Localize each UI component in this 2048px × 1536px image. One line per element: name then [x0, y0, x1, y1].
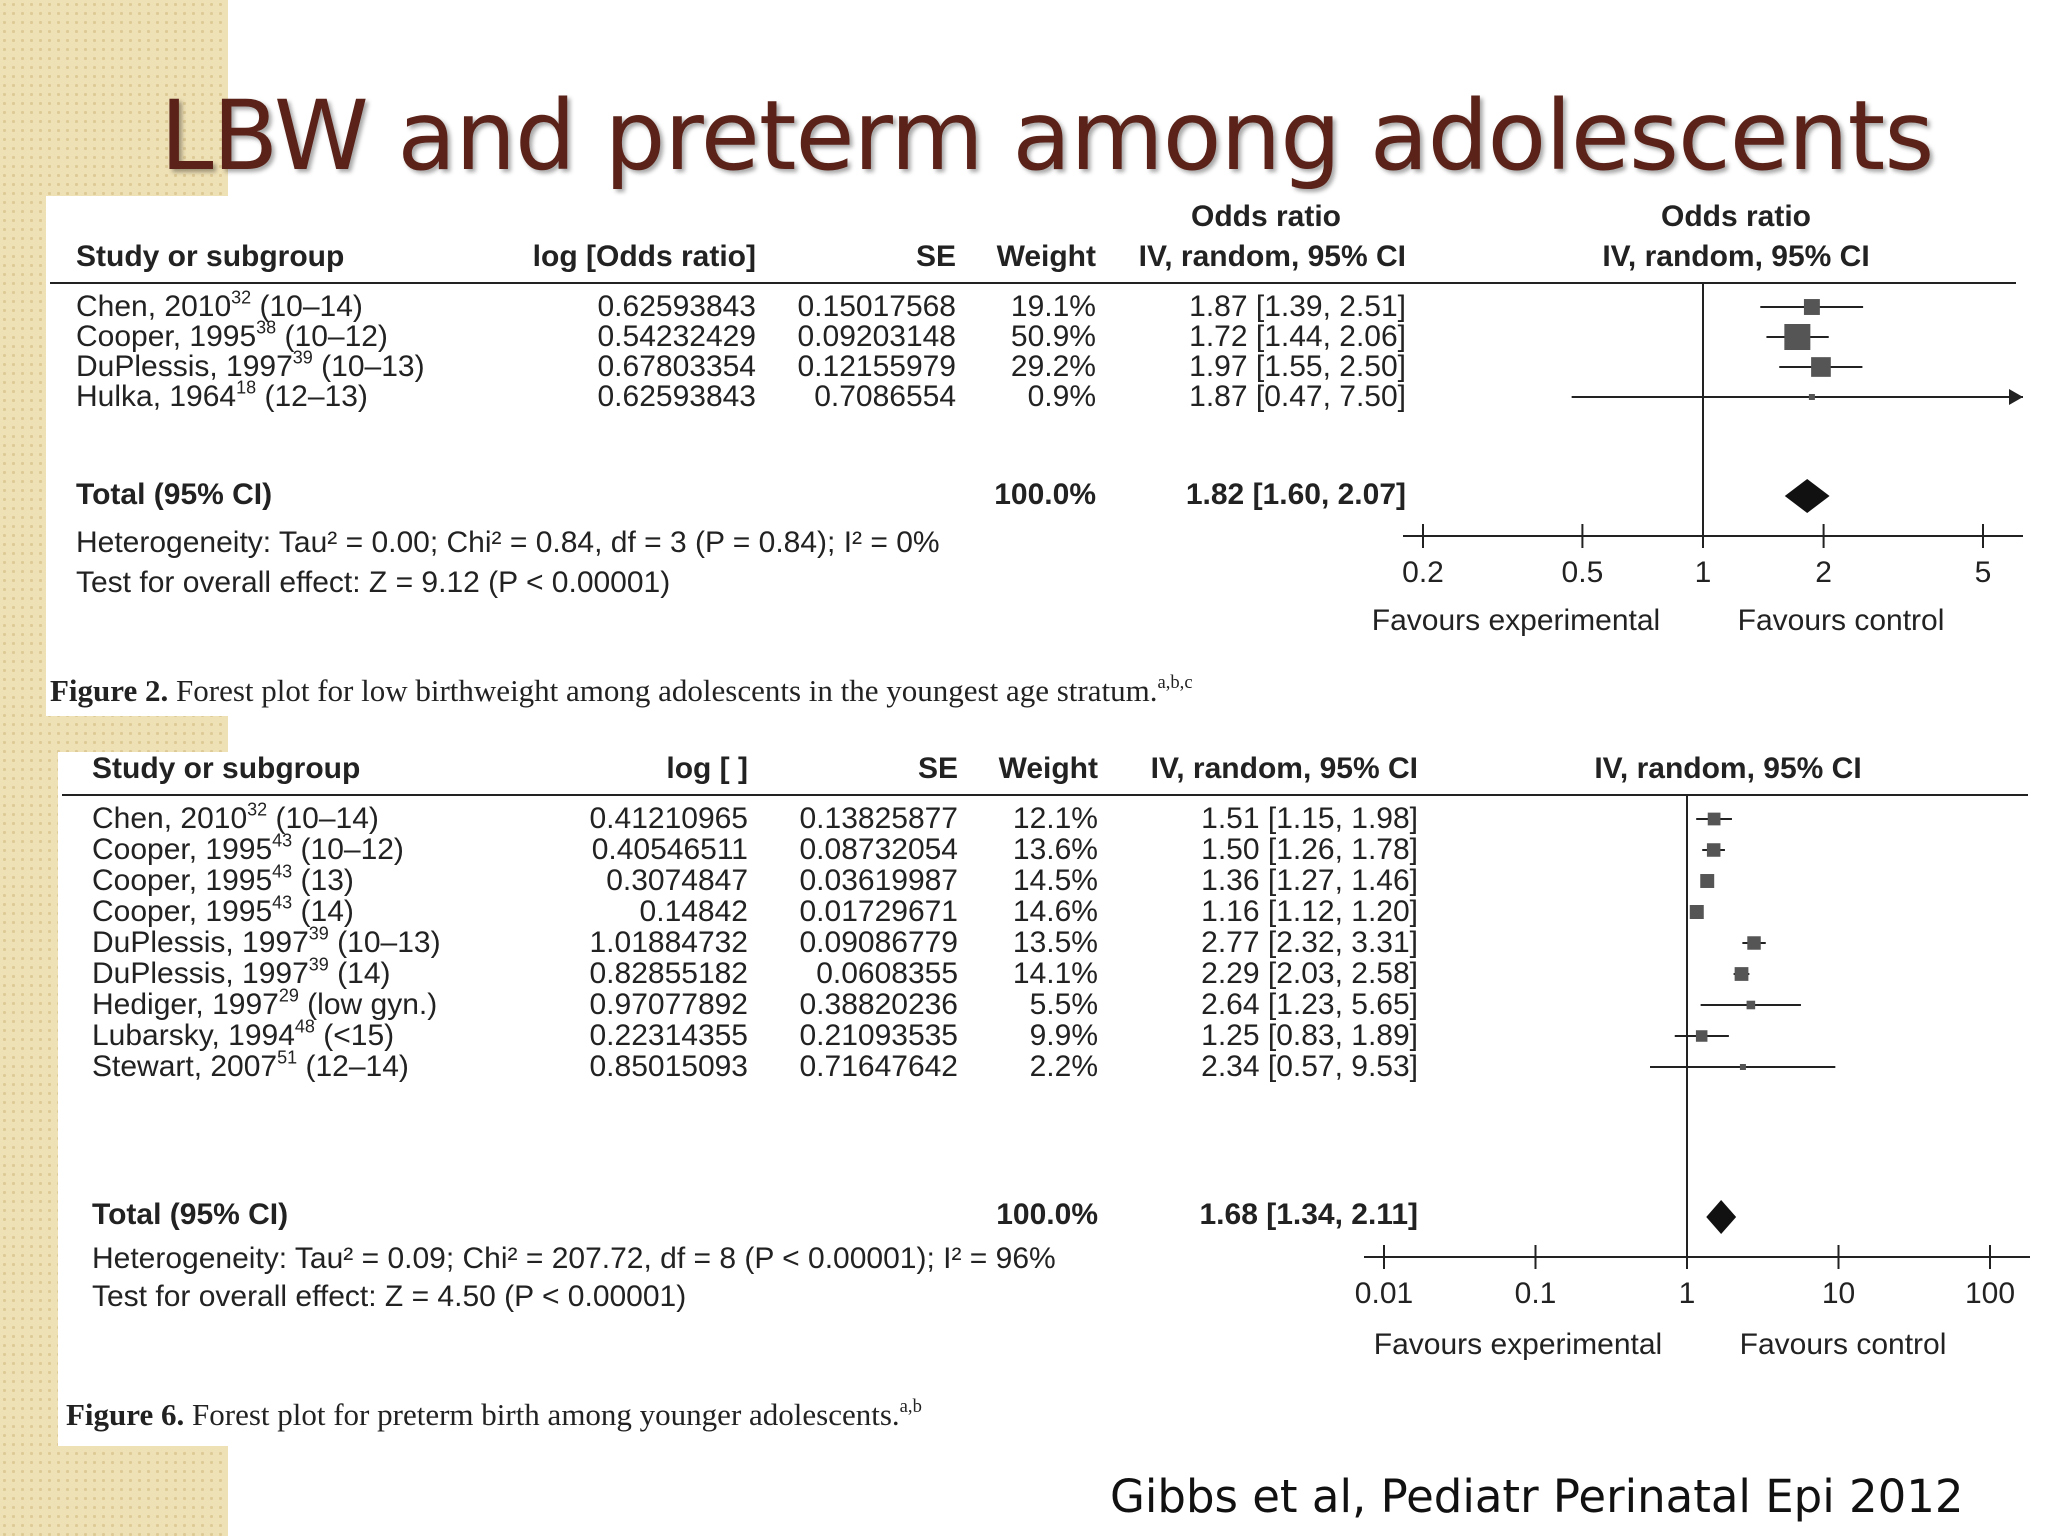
caption-text: Forest plot for preterm birth among younger adolescents.: [192, 1397, 900, 1432]
study-ref: 43: [272, 830, 293, 851]
ci-value: 1.16 [1.12, 1.20]: [1201, 895, 1418, 928]
point-estimate-square: [1735, 967, 1749, 981]
point-estimate-square: [1809, 394, 1815, 400]
caption-sup: a,b,c: [1157, 671, 1193, 693]
study-age: (14): [328, 957, 391, 990]
ci-arrow-right: [2009, 389, 2023, 405]
favours-left: Favours experimental: [1371, 604, 1661, 637]
study-name: DuPlessis, 1997: [92, 926, 309, 959]
log-value: 0.82855182: [589, 957, 748, 990]
favours-left: Favours experimental: [1373, 1328, 1663, 1361]
total-label: Total (95% CI): [92, 1198, 289, 1231]
weight-value: 19.1%: [1010, 290, 1096, 323]
header-weight: Weight: [998, 752, 1098, 785]
ci-value: 1.72 [1.44, 2.06]: [1189, 320, 1406, 353]
heterogeneity-text: Heterogeneity: Tau² = 0.09; Chi² = 207.72, df = 8 (P < 0.00001); I² = 96%: [92, 1242, 1056, 1275]
study-name: Chen, 2010: [76, 290, 232, 323]
study-name: Hulka, 1964: [76, 380, 237, 413]
x-tick-label: 10: [1821, 1277, 1856, 1310]
study-ref: 39: [308, 954, 329, 975]
total-weight: 100.0%: [994, 478, 1096, 511]
log-value: 1.01884732: [589, 926, 748, 959]
point-estimate-square: [1784, 324, 1810, 350]
se-value: 0.09086779: [799, 926, 958, 959]
point-estimate-square: [1707, 843, 1721, 857]
ci-value: 2.77 [2.32, 3.31]: [1201, 926, 1418, 959]
study-age: (10–13): [312, 350, 425, 383]
forest-plot-panel-2: [58, 752, 2030, 1446]
total-label: Total (95% CI): [76, 478, 273, 511]
forest-plot-panel-1: [46, 196, 2030, 716]
x-tick-label: 2: [1815, 556, 1832, 589]
log-value: 0.62593843: [597, 380, 756, 413]
ci-value: 1.87 [0.47, 7.50]: [1189, 380, 1406, 413]
log-value: 0.41210965: [589, 802, 748, 835]
header-study: Study or subgroup: [92, 752, 361, 785]
study-name: Cooper, 1995: [76, 320, 257, 353]
se-value: 0.13825877: [799, 802, 958, 835]
citation: Gibbs et al, Pediatr Perinatal Epi 2012: [1110, 1470, 1964, 1523]
overall-effect-text: Test for overall effect: Z = 4.50 (P < 0.00001): [92, 1280, 687, 1313]
log-value: 0.3074847: [606, 864, 748, 897]
ci-value: 1.51 [1.15, 1.98]: [1201, 802, 1418, 835]
log-value: 0.67803354: [597, 350, 756, 383]
study-ref: 39: [308, 923, 329, 944]
weight-value: 13.5%: [1012, 926, 1098, 959]
study-age: (12–13): [256, 380, 368, 413]
study-ref: 18: [236, 377, 257, 398]
study-name: Cooper, 1995: [92, 895, 273, 928]
study-name: Lubarsky, 1994: [92, 1019, 295, 1052]
ci-value: 2.64 [1.23, 5.65]: [1201, 988, 1418, 1021]
total-ci: 1.82 [1.60, 2.07]: [1185, 478, 1406, 511]
ci-value: 2.29 [2.03, 2.58]: [1201, 957, 1418, 990]
point-estimate-square: [1804, 299, 1820, 315]
point-estimate-square: [1700, 874, 1714, 888]
caption-label: Figure 2.: [50, 673, 169, 708]
log-value: 0.22314355: [589, 1019, 748, 1052]
study-name: Stewart, 2007: [92, 1050, 278, 1083]
weight-value: 0.9%: [1027, 380, 1096, 413]
log-value: 0.14842: [639, 895, 748, 928]
point-estimate-square: [1747, 936, 1760, 949]
study-name: Chen, 2010: [92, 802, 248, 835]
favours-right: Favours control: [1739, 1328, 1947, 1361]
study-age: (13): [292, 864, 354, 897]
study-ref: 29: [278, 985, 299, 1006]
forest-plot-1-graphic: [46, 196, 2030, 716]
ci-value: 1.50 [1.26, 1.78]: [1201, 833, 1418, 866]
header-or-top: Odds ratio: [1190, 200, 1341, 233]
se-value: 0.71647642: [799, 1050, 958, 1083]
total-weight: 100.0%: [996, 1198, 1098, 1231]
header-ci: IV, random, 95% CI: [1150, 752, 1418, 785]
study-name: Cooper, 1995: [92, 833, 273, 866]
weight-value: 14.1%: [1012, 957, 1098, 990]
figure-caption-2: [66, 1397, 922, 1433]
se-value: 0.38820236: [799, 988, 958, 1021]
study-name: DuPlessis, 1997: [92, 957, 309, 990]
caption-text: Forest plot for low birthweight among adolescents in the youngest age stratum.: [176, 673, 1158, 708]
study-age: (<15): [314, 1019, 395, 1052]
se-value: 0.03619987: [799, 864, 958, 897]
point-estimate-square: [1811, 357, 1831, 377]
study-age: (12–14): [297, 1050, 409, 1083]
header-study: Study or subgroup: [76, 240, 345, 273]
weight-value: 14.6%: [1012, 895, 1098, 928]
study-age: (low gyn.): [298, 988, 438, 1021]
header-plot-top: Odds ratio: [1660, 200, 1811, 233]
se-value: 0.0608355: [816, 957, 958, 990]
x-tick-label: 0.5: [1561, 556, 1604, 589]
study-name: DuPlessis, 1997: [76, 350, 293, 383]
weight-value: 2.2%: [1029, 1050, 1098, 1083]
study-ref: 32: [231, 287, 252, 308]
study-age: (10–13): [328, 926, 441, 959]
se-value: 0.09203148: [797, 320, 956, 353]
point-estimate-square: [1690, 905, 1704, 919]
se-value: 0.21093535: [799, 1019, 958, 1052]
pooled-effect-diamond: [1706, 1200, 1736, 1234]
log-value: 0.62593843: [597, 290, 756, 323]
total-ci: 1.68 [1.34, 2.11]: [1199, 1198, 1418, 1231]
study-ref: 43: [272, 861, 293, 882]
point-estimate-square: [1740, 1064, 1746, 1070]
study-age: (14): [292, 895, 354, 928]
x-tick-label: 1: [1678, 1277, 1696, 1310]
log-value: 0.54232429: [597, 320, 756, 353]
slide-title: LBW and preterm among adolescents: [160, 80, 1934, 192]
log-value: 0.97077892: [589, 988, 748, 1021]
weight-value: 29.2%: [1010, 350, 1096, 383]
ci-value: 1.25 [0.83, 1.89]: [1201, 1019, 1418, 1052]
heterogeneity-text: Heterogeneity: Tau² = 0.00; Chi² = 0.84, df = 3 (P = 0.84); I² = 0%: [76, 526, 940, 559]
study-ref: 48: [294, 1016, 315, 1037]
header-plot: IV, random, 95% CI: [1602, 240, 1870, 273]
header-weight: Weight: [996, 240, 1096, 273]
study-age: (10–14): [251, 290, 363, 323]
point-estimate-square: [1708, 813, 1721, 826]
x-tick-label: 0.2: [1402, 556, 1444, 589]
study-name: Hediger, 1997: [92, 988, 279, 1021]
se-value: 0.15017568: [797, 290, 956, 323]
x-tick-label: 0.01: [1354, 1277, 1414, 1310]
weight-value: 5.5%: [1029, 988, 1098, 1021]
ci-value: 1.97 [1.55, 2.50]: [1189, 350, 1406, 383]
header-plot: IV, random, 95% CI: [1594, 752, 1862, 785]
header-se: SE: [915, 240, 956, 273]
weight-value: 50.9%: [1010, 320, 1096, 353]
weight-value: 14.5%: [1012, 864, 1098, 897]
x-tick-label: 5: [1974, 556, 1992, 589]
caption-sup: a,b: [899, 1395, 922, 1417]
header-log: log [Odds ratio]: [532, 240, 756, 273]
header-se: SE: [917, 752, 958, 785]
weight-value: 13.6%: [1012, 833, 1098, 866]
study-age: (10–12): [292, 833, 404, 866]
ci-value: 1.36 [1.27, 1.46]: [1201, 864, 1418, 897]
weight-value: 12.1%: [1012, 802, 1098, 835]
se-value: 0.7086554: [814, 380, 956, 413]
study-age: (10–12): [276, 320, 388, 353]
x-tick-label: 0.1: [1514, 1277, 1557, 1310]
log-value: 0.85015093: [589, 1050, 748, 1083]
study-ref: 39: [292, 347, 313, 368]
study-ref: 32: [247, 799, 268, 820]
point-estimate-square: [1696, 1030, 1708, 1042]
se-value: 0.01729671: [799, 895, 958, 928]
header-log: log [ ]: [666, 752, 748, 785]
ci-value: 2.34 [0.57, 9.53]: [1201, 1050, 1418, 1083]
se-value: 0.08732054: [799, 833, 958, 866]
weight-value: 9.9%: [1029, 1019, 1098, 1052]
ci-value: 1.87 [1.39, 2.51]: [1189, 290, 1406, 323]
point-estimate-square: [1747, 1001, 1756, 1010]
log-value: 0.40546511: [591, 833, 748, 866]
study-ref: 38: [256, 317, 277, 338]
favours-right: Favours control: [1737, 604, 1945, 637]
header-ci: IV, random, 95% CI: [1138, 240, 1406, 273]
study-ref: 43: [272, 892, 293, 913]
overall-effect-text: Test for overall effect: Z = 9.12 (P < 0.00001): [76, 566, 671, 599]
x-tick-label: 100: [1964, 1277, 2016, 1310]
study-name: Cooper, 1995: [92, 864, 273, 897]
study-ref: 51: [277, 1047, 298, 1068]
se-value: 0.12155979: [797, 350, 956, 383]
pooled-effect-diamond: [1785, 479, 1830, 513]
caption-label: Figure 6.: [66, 1397, 185, 1432]
figure-caption-1: [50, 673, 1193, 709]
study-age: (10–14): [267, 802, 379, 835]
x-tick-label: 1: [1694, 556, 1712, 589]
